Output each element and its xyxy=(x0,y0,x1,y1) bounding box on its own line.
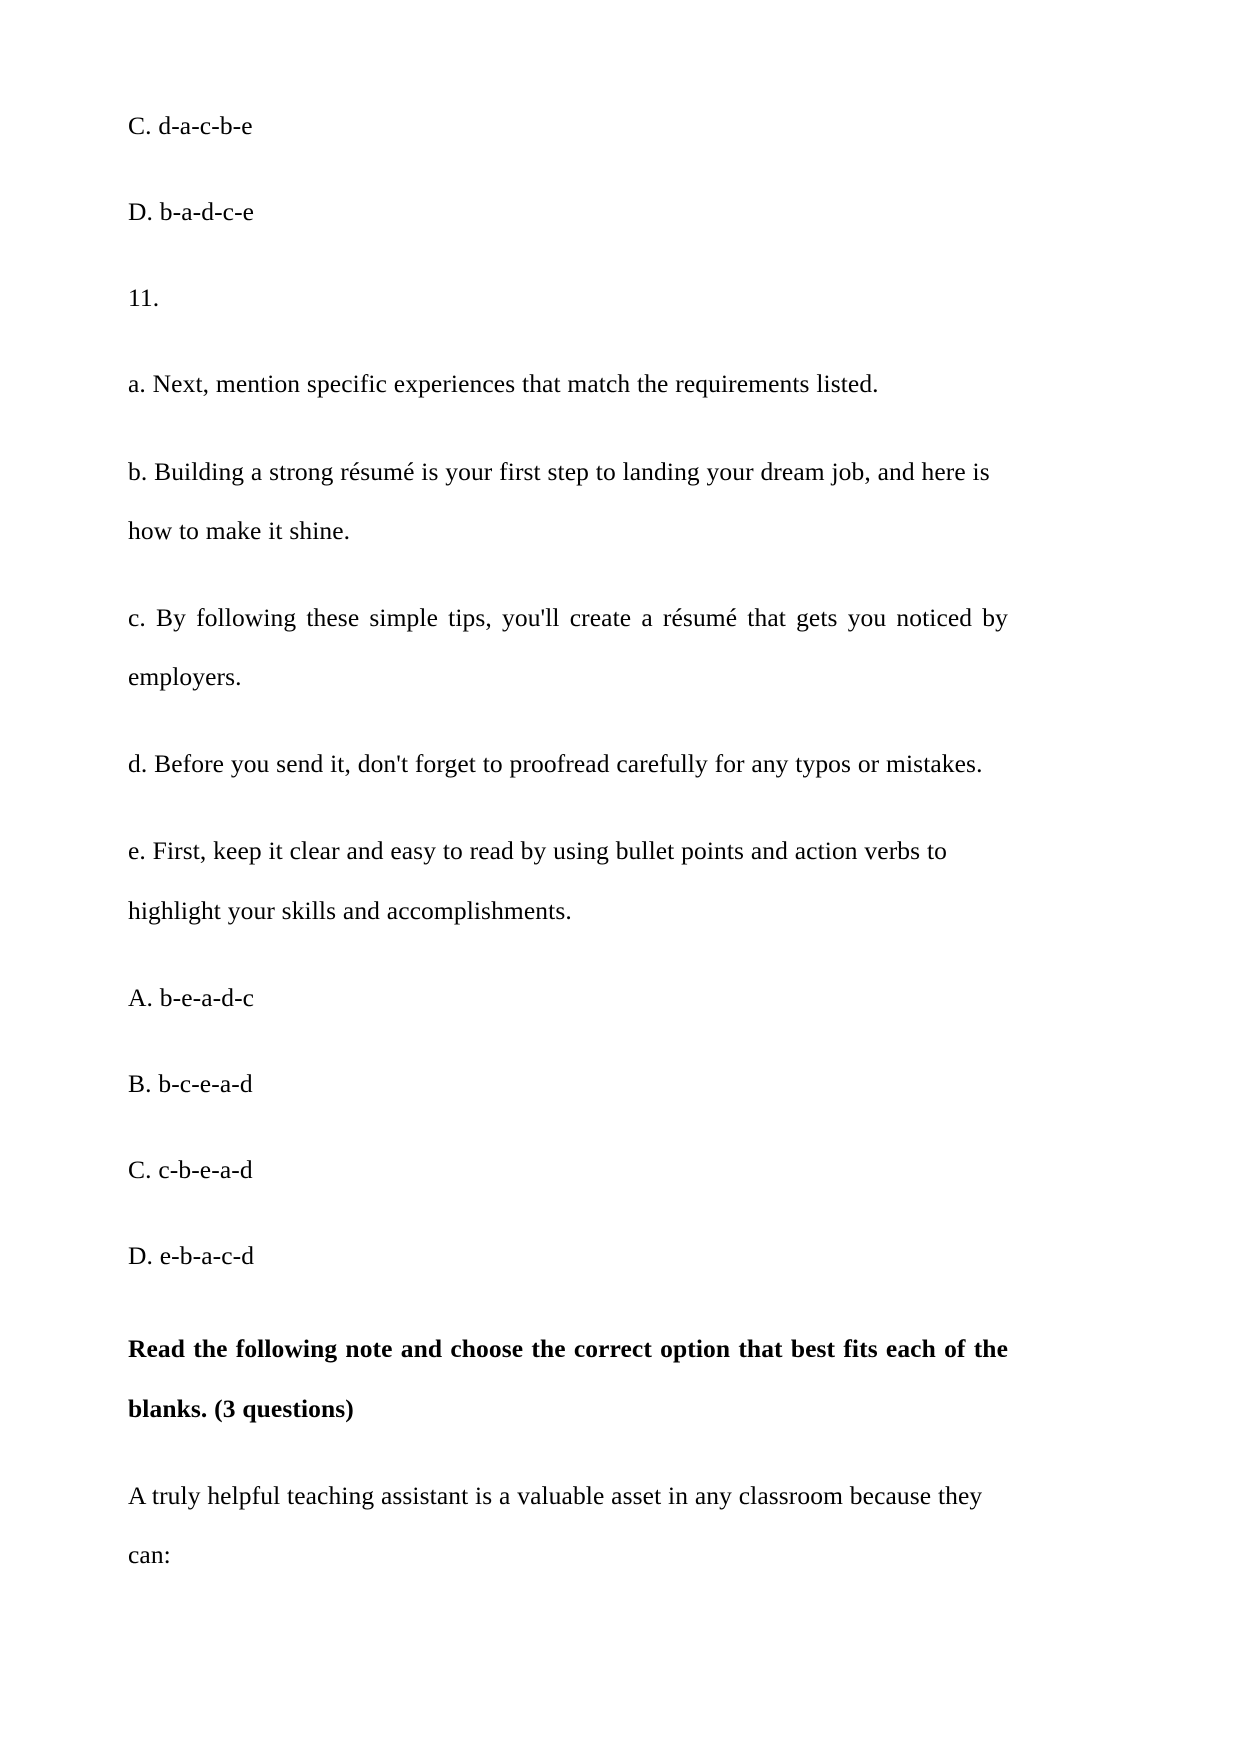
answer-option-c-question-11: C. c-b-e-a-d xyxy=(128,1155,253,1185)
answer-option-d-question-10: D. b-a-d-c-e xyxy=(128,197,255,227)
scramble-item-b: b. Building a strong résumé is your first step to landing your dream job, and here is how to make it shine. xyxy=(128,456,990,545)
page-content xyxy=(128,96,1008,1584)
question-number-11: 11. xyxy=(128,283,160,313)
scramble-item-a: a. Next, mention specific experiences that match the requirements listed. xyxy=(128,369,879,399)
scramble-item-e: e. First, keep it clear and easy to read by using bullet points and action verbs to highlight your skills and accomplishments. xyxy=(128,836,947,925)
section-instruction-heading: Read the following note and choose the correct option that best fits each of the blanks. (3 questions) xyxy=(128,1334,1008,1423)
scramble-item-d: d. Before you send it, don't forget to proofread carefully for any typos or mistakes. xyxy=(128,749,983,779)
answer-option-d-question-11: D. e-b-a-c-d xyxy=(128,1241,255,1271)
answer-option-a-question-11: A. b-e-a-d-c xyxy=(128,982,255,1012)
answer-option-c-question-10: C. d-a-c-b-e xyxy=(128,111,253,140)
scramble-item-c: c. By following these simple tips, you'll create a résumé that gets you noticed by employers. xyxy=(128,602,1008,692)
note-intro-paragraph: A truly helpful teaching assistant is a valuable asset in any classroom because they can: xyxy=(128,1480,983,1569)
answer-option-b-question-11: B. b-c-e-a-d xyxy=(128,1068,253,1098)
